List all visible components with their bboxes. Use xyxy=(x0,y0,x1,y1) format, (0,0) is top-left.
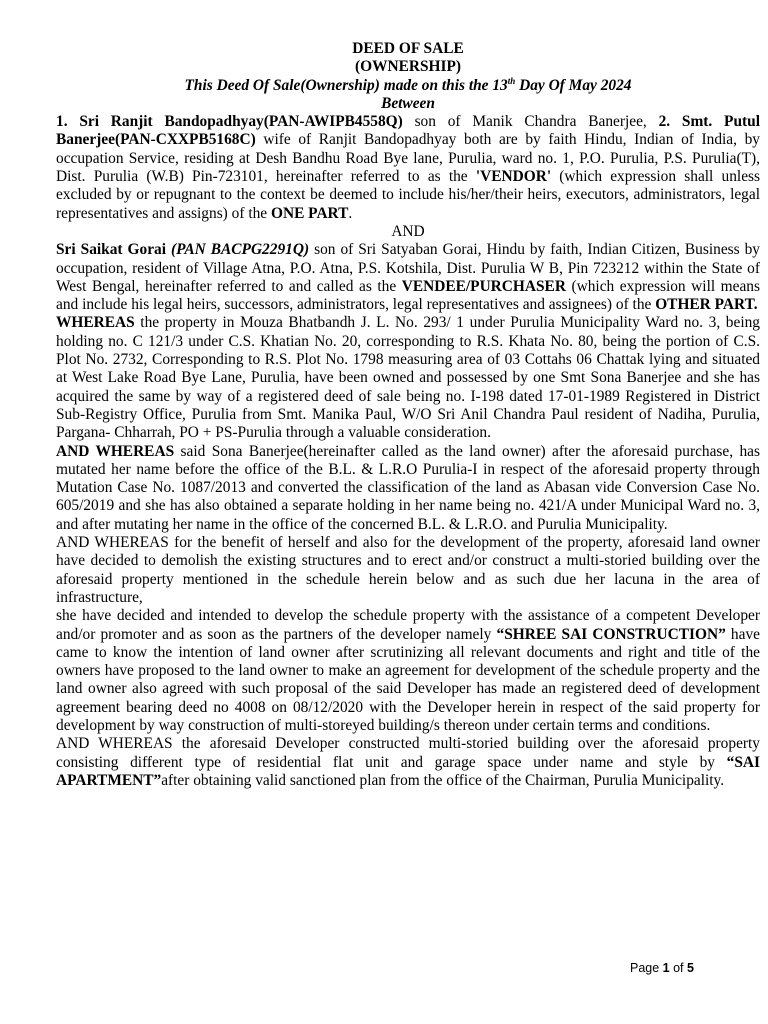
developer-name: “SHREE SAI CONSTRUCTION” xyxy=(496,625,726,643)
recital-5-tail: after obtaining valid sanctioned plan from the office of the Chairman, Purulia Municipality. xyxy=(161,771,725,789)
recital-5 xyxy=(56,735,760,790)
made-line-text: This Deed Of Sale(Ownership) made on this the 13 xyxy=(184,76,508,94)
deed-made-line xyxy=(56,77,760,95)
deed-subtitle: (OWNERSHIP) xyxy=(354,58,462,76)
vendor-end: . xyxy=(348,204,353,222)
page-number: 1 xyxy=(662,961,670,975)
recital-2-lead: AND WHEREAS xyxy=(56,442,175,460)
between-heading: Between xyxy=(381,94,435,112)
deed-title: DEED OF SALE xyxy=(352,40,464,57)
page-of-label: of xyxy=(669,961,687,975)
vendor-1-text: son of Manik Chandra Banerjee, xyxy=(402,113,659,131)
recital-2-text: said Sona Banerjee(hereinafter called as the land owner) after the aforesaid purchase, has mutated her name before the office of the B.L. & L.R.O Purulia-I in respect of the aforesaid property through Mutation Case No. 1087/2013 and converted the classification of the land as Abasan vide Conversion Case No. 605/2019 and she has also obtained a separate holding in her name being no. 421/A under Municipal Ward no. 3, and after mutating her name in the office of the concerned B.L. & L.R.O. and Purulia Municipality. xyxy=(56,442,760,533)
deed-document xyxy=(56,40,760,790)
one-part-label: ONE PART xyxy=(270,204,349,222)
purchaser-text: son of Sri Satyaban Gorai, Hindu by faith, Indian Citizen, Business by occupation, resident of Village Atna, P.O. Atna, P.S. Kotshila, Dist. Purulia W B, Pin 723212 within the State of West Bengal, hereinafter referred to and called as the xyxy=(56,241,761,295)
recital-2 xyxy=(56,443,760,534)
apartment-name: “SAI APARTMENT” xyxy=(56,753,760,789)
made-line-date: Day Of May 2024 xyxy=(515,76,632,94)
vendor-tail: (which expression shall unless excluded by or repugnant to the context be deemed to include his/her/their heirs, executors, administrators, legal representatives and assigns) of the xyxy=(56,168,760,222)
recital-4-text: she have decided and intended to develop the schedule property with the assistance of a competent Developer and/or promoter and as soon as the partners of the developer namely xyxy=(56,607,760,643)
other-part-label: OTHER PART. xyxy=(655,296,758,314)
purchaser-name: Sri Saikat Gorai xyxy=(56,241,171,259)
vendor-2-text: wife of Ranjit Bandopadhyay both are by faith Hindu, Indian of India, by occupation Service, residing at Desh Bandhu Road Bye lane, Purulia, ward no. 1, P.O. Purulia, P.S. Purulia(T), Dist. Purulia (W.B) Pin-723101, hereinafter referred to as the xyxy=(56,131,760,186)
vendor-paragraph xyxy=(56,113,760,223)
recital-1-lead: WHEREAS xyxy=(56,314,135,332)
vendor-label: 'VENDOR' xyxy=(475,168,552,186)
page-footer xyxy=(630,961,694,975)
page-total: 5 xyxy=(687,961,694,975)
and-separator: AND xyxy=(391,222,425,240)
recital-5-text: AND WHEREAS the aforesaid Developer constructed multi-storied building over the aforesaid property consisting different type of residential flat unit and garage space under name and style by xyxy=(56,735,760,771)
recital-4 xyxy=(56,607,760,735)
recital-4-tail: have came to know the intention of land owner after scrutinizing all relevant documents and right and title of the owners have proposed to the land owner to make an agreement for development of the schedule property and the land owner also agreed with such proposal of the said Developer has made an registered deed of development agreement bearing deed no 4008 on 08/12/2020 with the Developer herein in respect of the said property for development by way construction of multi-storeyed building/s thereon under certain terms and conditions. xyxy=(56,625,760,734)
purchaser-pan: (PAN BACPG2291Q) xyxy=(171,241,310,259)
vendor-1-name: 1. Sri Ranjit Bandopadhyay(PAN-AWIPB4558Q) xyxy=(56,113,403,131)
recital-1 xyxy=(56,314,760,442)
page-label: Page xyxy=(630,961,663,975)
made-line-ordinal: th xyxy=(507,75,516,86)
recital-3: AND WHEREAS for the benefit of herself and also for the development of the property, aforesaid land owner have decided to demolish the existing structures and to erect and/or construct a multi-storied building over the aforesaid property mentioned in the schedule herein below and as such due her lacuna in the area of infrastructure, xyxy=(56,534,760,606)
recital-1-text: the property in Mouza Bhatbandh J. L. No. 293/ 1 under Purulia Municipality Ward no. 3, being holding no. C 121/3 under C.S. Khatian No. 20, corresponding to R.S. Khata No. 80, being the portion of C.S. Plot No. 2732, Corresponding to R.S. Plot No. 1798 measuring area of 03 Cottahs 06 Chattak lying and situated at West Lake Road Bye Lane, Purulia, have been owned and possessed by one Smt Sona Banerjee and she has acquired the same by way of a registered deed of sale being no. I-198 dated 17-01-1989 Registered in District Sub-Registry Office, Purulia from Smt. Manika Paul, W/O Sri Anil Chandra Paul resident of Nadiha, Purulia, Pargana- Chharrah, PO + PS-Purulia through a valuable consideration. xyxy=(56,314,760,442)
vendor-2-name: 2. Smt. Putul Banerjee(PAN-CXXPB5168C) xyxy=(56,113,760,149)
purchaser-label: VENDEE/PURCHASER xyxy=(401,277,566,295)
purchaser-paragraph xyxy=(56,241,760,314)
purchaser-tail: (which expression will means and include his legal heirs, successors, administrators, legal representatives and assignees) of the xyxy=(56,277,760,314)
